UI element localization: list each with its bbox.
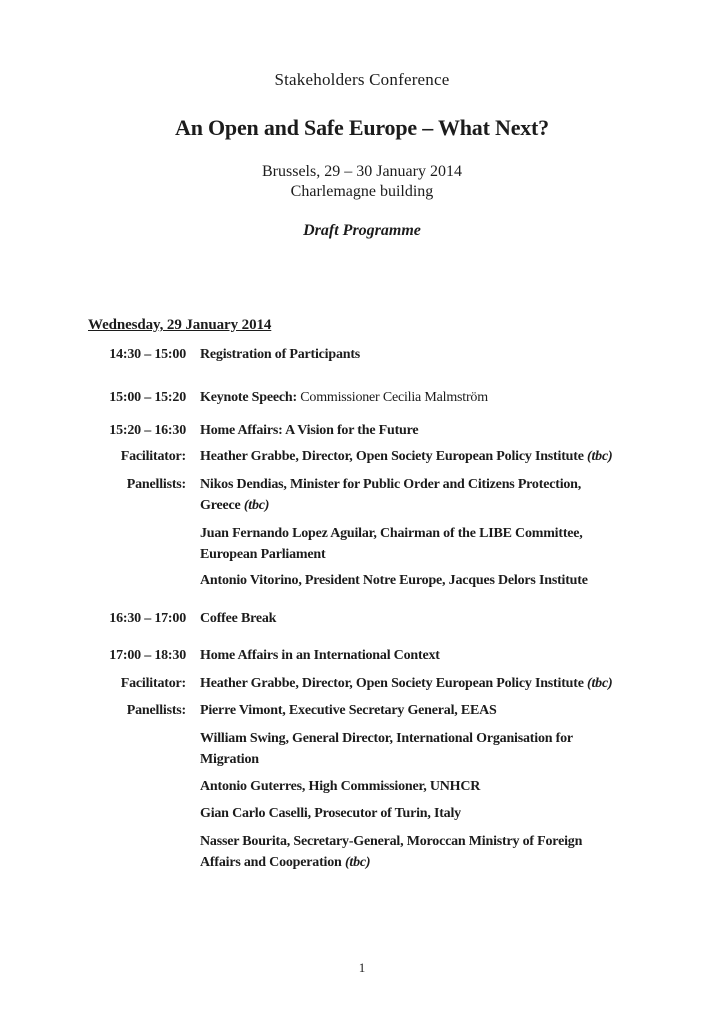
panellist-line1: Juan Fernando Lopez Aguilar, Chairman of the LIBE Committee, [200,526,583,541]
time-range: 14:30 – 15:00 [109,347,186,362]
facilitator-row-session2 [0,673,724,694]
tbc-note: (tbc) [587,449,613,464]
panellist-row [0,700,724,721]
location-block [0,162,724,202]
panellist-name [200,803,461,824]
time-range: 17:00 – 18:30 [109,648,186,663]
schedule-row-coffee [0,608,724,629]
venue: Charlemagne building [290,183,434,200]
panellist-row [0,803,724,824]
panellist-line1: Antonio Guterres, High Commissioner, UNHCR [200,779,481,794]
facilitator-text: Heather Grabbe, Director, Open Society European Policy Institute [200,449,584,464]
keynote-speaker: Commissioner Cecilia Malmström [300,390,488,405]
session-title [200,645,440,666]
schedule-row-registration [0,344,724,365]
facilitator-name [200,673,612,694]
panellist-name [200,700,497,721]
programme-label: Draft Programme [303,222,421,239]
facilitator-label: Facilitator: [120,449,186,464]
panellist-line2: European Parliament [200,547,326,562]
facilitator-text: Heather Grabbe, Director, Open Society European Policy Institute [200,676,584,691]
time-range: 15:20 – 16:30 [109,423,186,438]
panellist-line2 [200,852,582,873]
schedule-row-session2 [0,645,724,666]
panellist-line1: Pierre Vimont, Executive Secretary General, EEAS [200,703,497,718]
keynote-line [200,387,488,408]
keynote-label: Keynote Speech: [200,390,297,405]
conference-type: Stakeholders Conference [274,70,450,89]
panellist-name [200,570,588,591]
session-title-text: Registration of Participants [200,347,361,362]
panellist-line2-text: Affairs and Cooperation [200,855,342,870]
panellist-row [0,570,724,591]
facilitator-label: Facilitator: [120,676,186,691]
panellist-row [0,474,724,516]
panellist-line1: Nikos Dendias, Minister for Public Order and Citizens Protection, [200,477,582,492]
panellist-name [200,523,583,565]
panellists-label: Panellists: [126,477,186,492]
session-title [200,608,276,629]
panellist-line1: Nasser Bourita, Secretary-General, Moroccan Ministry of Foreign [200,834,583,849]
tbc-note: (tbc) [344,855,371,870]
panellist-name [200,831,582,873]
document-header [0,0,724,239]
facilitator-name [200,446,612,467]
time-range: 16:30 – 17:00 [109,611,186,626]
session-title [200,420,418,441]
panellist-row [0,831,724,873]
panellists-label: Panellists: [126,703,186,718]
panellist-line2-text: Greece [200,498,241,513]
panellist-line1: Gian Carlo Caselli, Prosecutor of Turin, Italy [200,806,461,821]
schedule-row-keynote [0,387,724,408]
panellist-name [200,474,581,516]
panellist-line1: William Swing, General Director, International Organisation for [200,731,573,746]
tbc-note: (tbc) [587,676,613,691]
session-title-text: Home Affairs: A Vision for the Future [200,423,419,438]
facilitator-line [200,673,612,694]
document-title: An Open and Safe Europe – What Next? [175,115,549,140]
tbc-note: (tbc) [243,498,270,513]
schedule-row-session1 [0,420,724,441]
session-title-text: Coffee Break [200,611,277,626]
facilitator-row-session1 [0,446,724,467]
time-range: 15:00 – 15:20 [109,390,186,405]
panellist-row [0,776,724,797]
session-title [200,344,360,365]
panellist-name [200,728,573,770]
session-title [200,387,488,408]
panellist-line2 [200,495,581,516]
day-heading: Wednesday, 29 January 2014 [88,317,272,333]
facilitator-line [200,446,612,467]
panellist-row [0,728,724,770]
location-date: Brussels, 29 – 30 January 2014 [262,163,462,180]
panellist-line2: Migration [200,752,259,767]
panellist-row [0,523,724,565]
page-number: 1 [358,960,366,975]
panellist-name [200,776,480,797]
panellist-line1: Antonio Vitorino, President Notre Europe, Jacques Delors Institute [200,573,588,588]
session-title-text: Home Affairs in an International Context [200,648,440,663]
